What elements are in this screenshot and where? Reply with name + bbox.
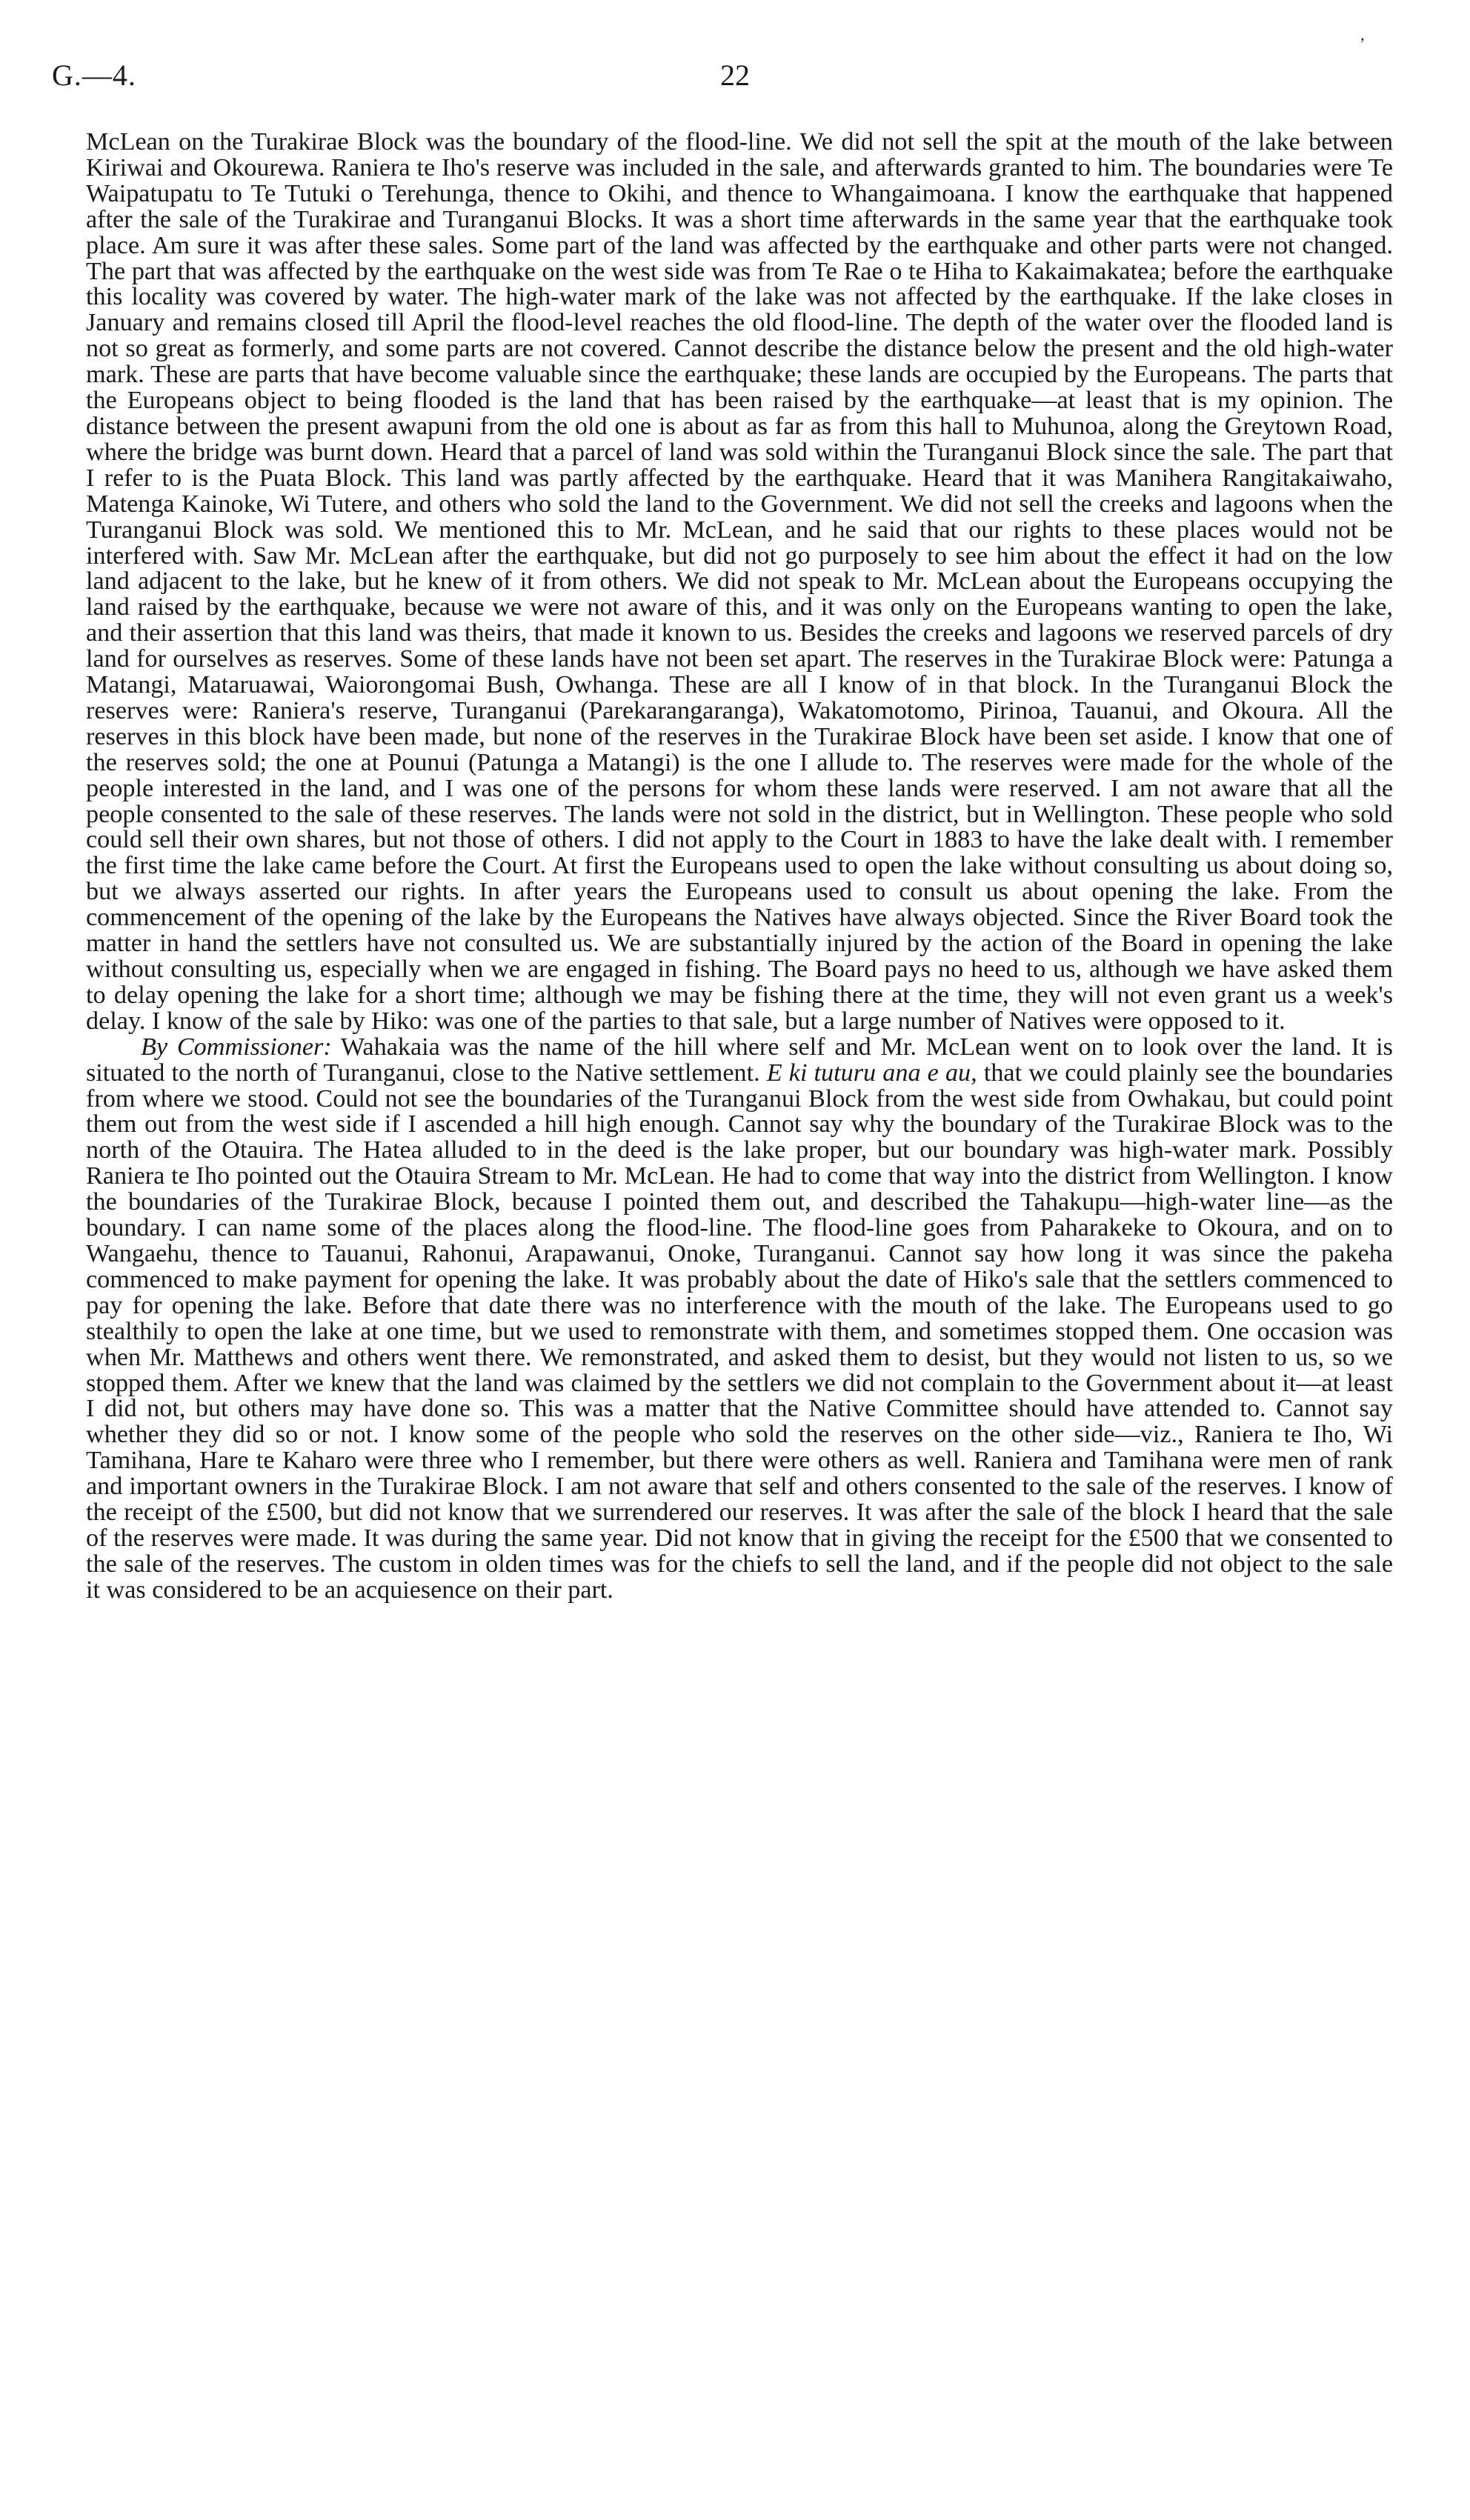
body-text (86, 130, 1393, 1604)
paragraph-text-part-2: that we could plainly see the boundaries from where we stood. Could not see the boundaries of the Turanganui Block from the west side from Owhakau, but could point them out from the west side if I ascended a hill high enough. Cannot say why the boundary of the Turakirae Block was to the north of the Otauira. The Hatea alluded to in the deed is the lake proper, but our boundary was high-water mark. Possibly Raniera te Iho pointed out the Otauira Stream to Mr. McLean. He had to come that way into the district from Wellington. I know the boundaries of the Turakirae Block, because I pointed them out, and described the Tahakupu—high-water line—as the boundary. I can name some of the places along the flood-line. The flood-line goes from Paharakeke to Okoura, and on to Wangaehu, thence to Tauanui, Rahonui, Arapawanui, Onoke, Turanganui. Cannot say how long it was since the pakeha commenced to make payment for opening the lake. It was probably about the date of Hiko's sale that the settlers commenced to pay for opening the lake. Before that date there was no interference with the mouth of the lake. The Europeans used to go stealthily to open the lake at one time, but we used to remonstrate with them, and sometimes stopped them. One occasion was when Mr. Matthews and others went there. We remonstrated, and asked them to desist, but they would not listen to us, so we stopped them. After we knew that the land was claimed by the settlers we did not complain to the Government about it—at least I did not, but others may have done so. This was a matter that the Native Committee should have attended to. Cannot say whether they did so or not. I know some of the people who sold the reserves on the other side—viz., Raniera te Iho, Wi Tamihana, Hare te Kaharo were three who I remember, but there were others as well. Raniera and Tamihana were men of rank and important owners in the Turakirae Block. I am not aware that self and others consented to the sale of the reserves. I know of the receipt of the £500, but did not know that we surrendered our reserves. It was after the sale of the block I heard that the sale of the reserves were made. It was during the same year. Did not know that in giving the receipt for the £500 that we consented to the sale of the reserves. The custom in olden times was for the chiefs to sell the land, and if the people did not object to the sale it was considered to be an acquiesence on their part. (86, 1059, 1394, 1604)
speaker-label: By Commissioner: (141, 1033, 332, 1061)
paragraph-text-part-1: Wahakaia was the name of the hill where self and Mr. McLean went on to look over the land. It is situated to the north of Turanganui, close to the Native settlement. (86, 1033, 1393, 1087)
page-number: 22 (720, 59, 750, 92)
paragraph-commissioner (86, 1035, 1393, 1604)
corner-mark: ’ (1360, 34, 1366, 53)
maori-phrase: E ki tuturu ana e au, (766, 1059, 977, 1087)
document-reference: G.—4. (52, 59, 136, 92)
paragraph-testimony: McLean on the Turakirae Block was the boundary of the flood-line. We did not sell the spit at the mouth of the lake between Kiriwai and Okourewa. Raniera te Iho's reserve was included in the sale, and afterwards granted to him. The boundaries were Te Waipatupatu to Te Tutuki o Terehunga, thence to Okihi, and thence to Whangaimoana. I know the earthquake that happened after the sale of the Turakirae and Turanganui Blocks. It was a short time afterwards in the same year that the earthquake took place. Am sure it was after these sales. Some part of the land was affected by the earthquake and other parts were not changed. The part that was affected by the earthquake on the west side was from Te Rae o te Hiha to Kakaimakatea; before the earthquake this locality was covered by water. The high-water mark of the lake was not affected by the earthquake. If the lake closes in January and remains closed till April the flood-level reaches the old flood-line. The depth of the water over the flooded land is not so great as formerly, and some parts are not covered. Cannot describe the distance below the present and the old high-water mark. These are parts that have become valuable since the earthquake; these lands are occupied by the Europeans. The parts that the Europeans object to being flooded is the land that has been raised by the earthquake—at least that is my opinion. The distance between the present awapuni from the old one is about as far as from this hall to Muhunoa, along the Greytown Road, where the bridge was burnt down. Heard that a parcel of land was sold within the Turanganui Block since the sale. The part that I refer to is the Puata Block. This land was partly affected by the earthquake. Heard that it was Manihera Rangitakaiwaho, Matenga Kainoke, Wi Tutere, and others who sold the land to the Government. We did not sell the creeks and lagoons when the Turanganui Block was sold. We mentioned this to Mr. McLean, and he said that our rights to these places would not be interfered with. Saw Mr. McLean after the earthquake, but did not go purposely to see him about the effect it had on the low land adjacent to the lake, but he knew of it from others. We did not speak to Mr. McLean about the Europeans occupying the land raised by the earthquake, because we were not aware of this, and it was only on the Europeans wanting to open the lake, and their assertion that this land was theirs, that made it known to us. Besides the creeks and lagoons we reserved parcels of dry land for ourselves as reserves. Some of these lands have not been set apart. The reserves in the Turakirae Block were: Patunga a Matangi, Mataruawai, Waiorongomai Bush, Owhanga. These are all I know of in that block. In the Turanganui Block the reserves were: Raniera's reserve, Turanganui (Parekarangaranga), Wakatomotomo, Pirinoa, Tauanui, and Okoura. All the reserves in this block have been made, but none of the reserves in the Turakirae Block have been set aside. I know that one of the reserves sold; the one at Pounui (Patunga a Matangi) is the one I allude to. The reserves were made for the whole of the people interested in the land, and I was one of the persons for whom these lands were reserved. I am not aware that all the people consented to the sale of these reserves. The lands were not sold in the district, but in Wellington. These people who sold could sell their own shares, but not those of others. I did not apply to the Court in 1883 to have the lake dealt with. I remember the first time the lake came before the Court. At first the Europeans used to open the lake without consulting us about doing so, but we always asserted our rights. In after years the Europeans used to consult us about opening the lake. From the commencement of the opening of the lake by the Europeans the Natives have always objected. Since the River Board took the matter in hand the settlers have not consulted us. We are substantially injured by the action of the Board in opening the lake without consulting us, especially when we are engaged in fishing. The Board pays no heed to us, although we have asked them to delay opening the lake for a short time; although we may be fishing there at the time, they will not even grant us a week's delay. I know of the sale by Hiko: was one of the parties to that sale, but a large number of Natives were opposed to it. (86, 128, 1393, 1035)
